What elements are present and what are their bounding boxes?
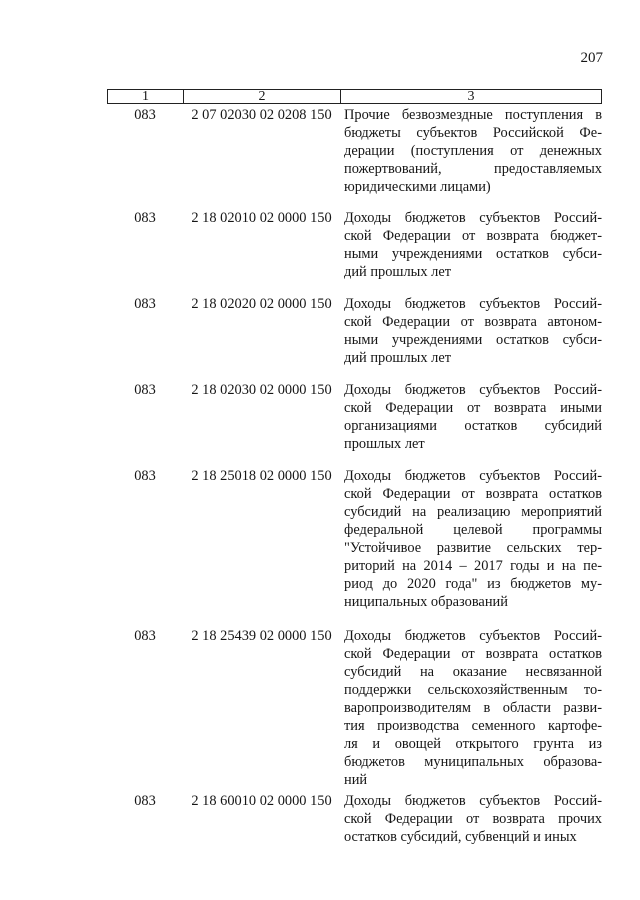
admin-code-cell: 083 [134,107,156,123]
name-line: ской Федерации от возврата прочих [344,811,602,827]
name-line: варопроизводителям в области разви- [344,700,602,716]
name-line: тия производства семенного картофе- [344,718,602,734]
name-line: субсидий на оказание несвязанной [344,664,602,680]
name-line: ской Федерации от возврата остатков [344,646,602,662]
budget-code-cell: 2 18 60010 02 0000 150 [191,793,332,809]
admin-code-cell: 083 [134,793,156,809]
name-line: ными учреждениями остатков субси- [344,246,602,262]
name-line: остатков субсидий, субвенций и иных [344,829,577,845]
name-line: Доходы бюджетов субъектов Россий- [344,793,602,809]
name-line: Доходы бюджетов субъектов Россий- [344,210,602,226]
revenue-name-cell [344,295,602,367]
name-line: ской Федерации от возврата остатков [344,486,602,502]
name-line: дий прошлых лет [344,350,451,366]
revenue-name-cell [344,627,602,789]
name-line: дерации (поступления от денежных [344,143,602,159]
revenue-name-cell [344,209,602,281]
name-line: ний [344,772,368,788]
name-line: ниципальных образований [344,594,508,610]
name-line: юридическими лицами) [344,179,491,195]
name-line: Доходы бюджетов субъектов Россий- [344,628,602,644]
column-header-code: 2 [184,90,341,103]
name-line: Доходы бюджетов субъектов Россий- [344,382,602,398]
column-header-admin: 1 [108,90,184,103]
name-line: риторий на 2014 – 2017 годы и на пе- [344,558,602,574]
budget-code-cell: 2 07 02030 02 0208 150 [191,107,332,123]
name-line: федеральной целевой программы [344,522,602,538]
admin-code-cell: 083 [134,628,156,644]
revenue-name-cell [344,381,602,453]
name-line: Прочие безвозмездные поступления в [344,107,602,123]
budget-code-cell: 2 18 25018 02 0000 150 [191,468,332,484]
name-line: Доходы бюджетов субъектов Россий- [344,296,602,312]
page-number: 207 [580,50,603,66]
revenue-name-cell [344,467,602,611]
name-line: прошлых лет [344,436,425,452]
budget-code-cell: 2 18 02020 02 0000 150 [191,296,332,312]
name-line: бюджетов муниципальных образова- [344,754,602,770]
name-line: "Устойчивое развитие сельских тер- [344,540,602,556]
name-line: ными учреждениями остатков субси- [344,332,602,348]
table-header [107,89,602,104]
name-line: поддержки сельскохозяйственным то- [344,682,602,698]
budget-code-cell: 2 18 02010 02 0000 150 [191,210,332,226]
budget-code-cell: 2 18 25439 02 0000 150 [191,628,332,644]
name-line: дий прошлых лет [344,264,451,280]
name-line: организациями остатков субсидий [344,418,602,434]
name-line: риод до 2020 года" из бюджетов му- [344,576,602,592]
name-line: бюджеты субъектов Российской Фе- [344,125,602,141]
revenue-name-cell [344,792,602,846]
name-line: пожертвований, предоставляемых [344,161,602,177]
name-line: ля и овощей открытого грунта из [344,736,602,752]
admin-code-cell: 083 [134,296,156,312]
revenue-name-cell [344,106,602,196]
name-line: субсидий на реализацию мероприятий [344,504,602,520]
admin-code-cell: 083 [134,468,156,484]
name-line: ской Федерации от возврата иными [344,400,602,416]
admin-code-cell: 083 [134,382,156,398]
admin-code-cell: 083 [134,210,156,226]
budget-code-cell: 2 18 02030 02 0000 150 [191,382,332,398]
name-line: Доходы бюджетов субъектов Россий- [344,468,602,484]
name-line: ской Федерации от возврата автоном- [344,314,602,330]
column-header-name: 3 [467,89,475,104]
name-line: ской Федерации от возврата бюджет- [344,228,602,244]
